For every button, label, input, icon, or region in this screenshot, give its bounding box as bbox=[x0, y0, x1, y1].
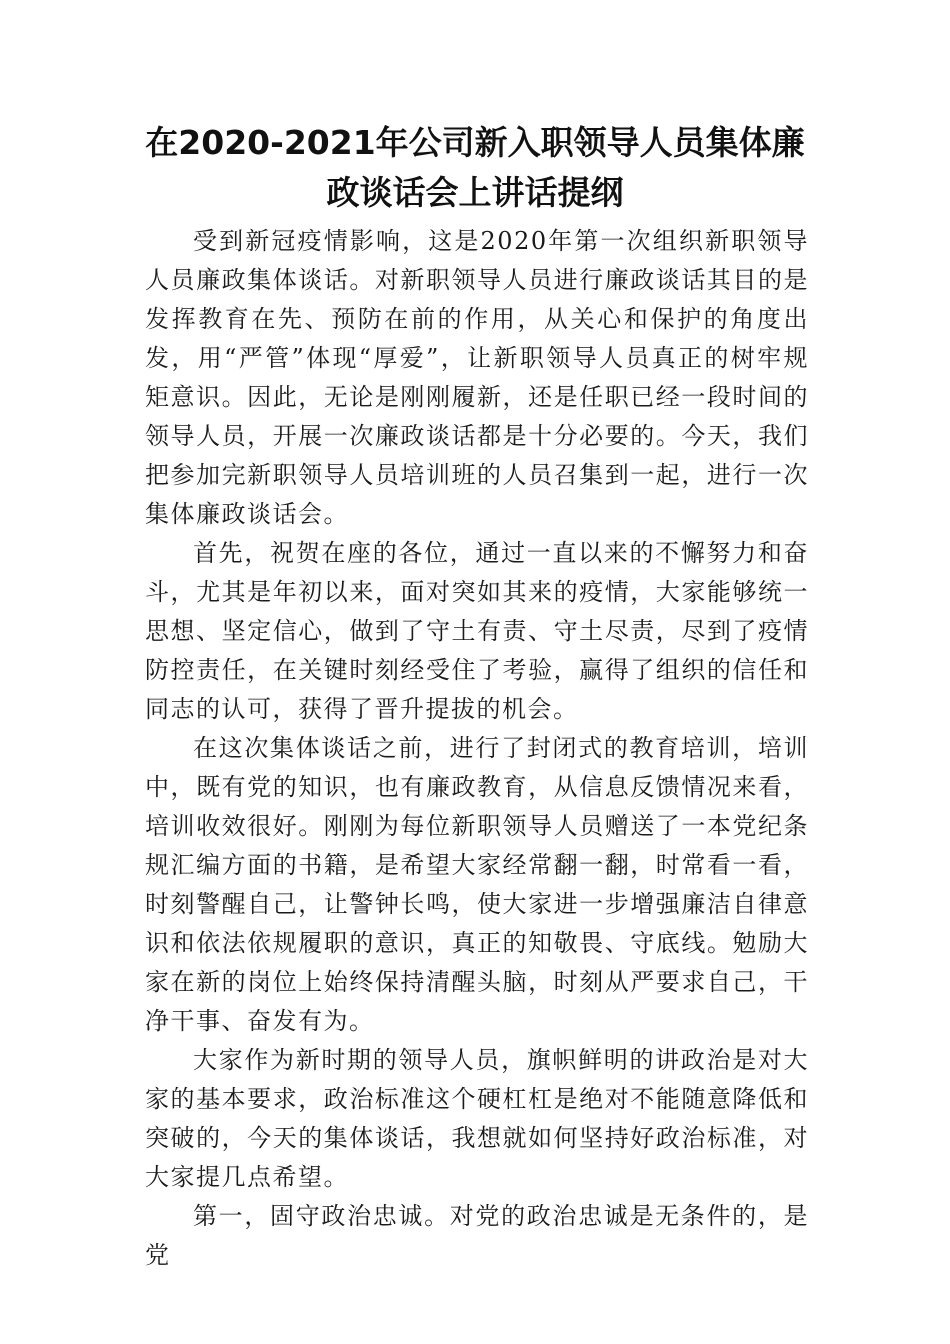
paragraph-congratulations: 首先，祝贺在座的各位，通过一直以来的不懈努力和奋斗，尤其是年初以来，面对突如其来的疫情，大家能够统一思想、坚定信心，做到了守土有责、守土尽责，尽到了疫情防控责任，在关键时刻经受住了考验，赢得了组织的信任和同志的认可，获得了晋升提拔的机会。 bbox=[145, 539, 809, 723]
title-line-1: 在2020-2021年公司新入职领导人员集体廉 bbox=[145, 123, 805, 162]
paragraph-intro: 受到新冠疫情影响，这是2020年第一次组织新职领导人员廉政集体谈话。对新职领导人员进行廉政谈话其目的是发挥教育在先、预防在前的作用，从关心和保护的角度出发，用“严管”体现“厚爱”，让新职领导人员真正的树牢规矩意识。因此，无论是刚刚履新，还是任职已经一段时间的领导人员，开展一次廉政谈话都是十分必要的。今天，我们把参加完新职领导人员培训班的人员召集到一起，进行一次集体廉政谈话会。 bbox=[145, 227, 809, 528]
title-line-2: 政谈话会上讲话提纲 bbox=[326, 173, 624, 212]
paragraph-first-point: 第一，固守政治忠诚。对党的政治忠诚是无条件的，是党 bbox=[145, 1202, 809, 1269]
paragraph-training: 在这次集体谈话之前，进行了封闭式的教育培训，培训中，既有党的知识，也有廉政教育，从信息反馈情况来看，培训收效很好。刚刚为每位新职领导人员赠送了一本党纪条规汇编方面的书籍，是希望大家经常翻一翻，时常看一看，时刻警醒自己，让警钟长鸣，使大家进一步增强廉洁自律意识和依法依规履职的意识，真正的知敬畏、守底线。勉励大家在新的岗位上始终保持清醒头脑，时刻从严要求自己，干净干事、奋发有为。 bbox=[145, 734, 809, 1035]
paragraph-political-standard: 大家作为新时期的领导人员，旗帜鲜明的讲政治是对大家的基本要求，政治标准这个硬杠杠是绝对不能随意降低和突破的，今天的集体谈话，我想就如何坚持好政治标准，对大家提几点希望。 bbox=[145, 1046, 809, 1191]
document-body bbox=[145, 222, 809, 1275]
document-title bbox=[140, 118, 810, 218]
